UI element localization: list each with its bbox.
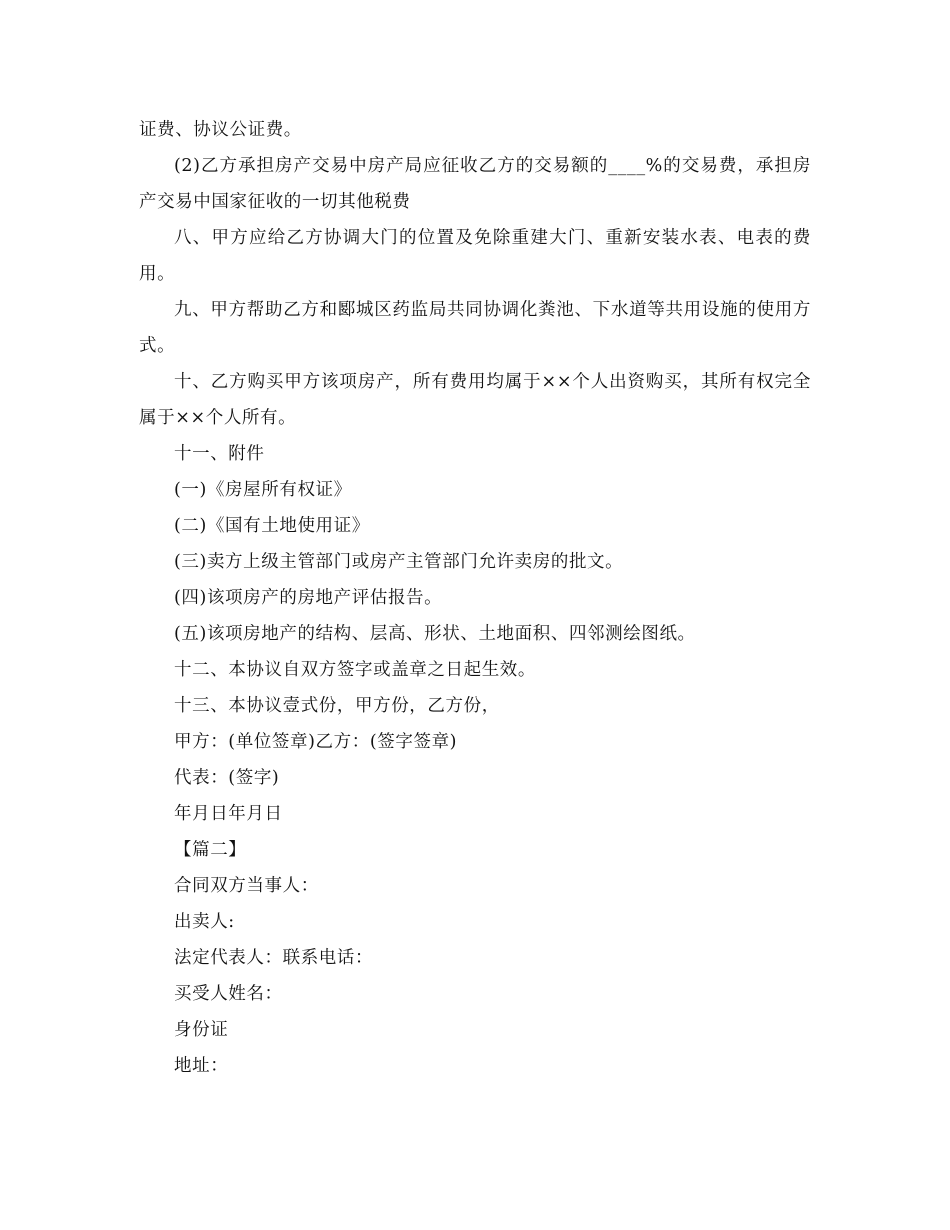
buyer-name-label: 买受人姓名：	[174, 984, 283, 1004]
attachment-2: (二)《国有土地使用证》	[174, 516, 370, 536]
attachment-3: (三)卖方上级主管部门或房产主管部门允许卖房的批文。	[174, 552, 624, 572]
attachment-4: (四)该项房产的房地产评估报告。	[174, 588, 443, 608]
paragraph-clause-10: 十、乙方购买甲方该项房产，所有费用均属于××个人出资购买，其所有权完全属于××个人所有。	[139, 372, 811, 428]
clause-13: 十三、本协议壹式份，甲方份，乙方份，	[174, 696, 500, 716]
clause-11-attachments: 十一、附件	[174, 444, 265, 464]
clause-12: 十二、本协议自双方签字或盖章之日起生效。	[174, 660, 536, 680]
paragraph-clause-8: 八、甲方应给乙方协调大门的位置及免除重建大门、重新安装水表、电表的费用。	[139, 228, 811, 284]
attachment-1: (一)《房屋所有权证》	[174, 480, 352, 500]
paragraph-transaction-fee: (2)乙方承担房产交易中房产局应征收乙方的交易额的____%的交易费，承担房产交易中国家征收的一切其他税费	[139, 156, 811, 212]
signature-line: 甲方：(单位签章)乙方：(签字签章)	[174, 732, 458, 752]
seller-label: 出卖人:	[174, 912, 235, 932]
section-heading-part-2: 【篇二】	[174, 840, 247, 860]
paragraph-clause-9: 九、甲方帮助乙方和郾城区药监局共同协调化粪池、下水道等共用设施的使用方式。	[139, 300, 811, 356]
id-card-label: 身份证	[174, 1020, 229, 1040]
legal-rep-phone-label: 法定代表人：联系电话：	[174, 948, 374, 968]
document-body	[139, 112, 811, 1084]
representative-line: 代表：(签字)	[174, 768, 280, 788]
address-label: 地址：	[174, 1056, 229, 1076]
contract-parties-label: 合同双方当事人：	[174, 876, 319, 896]
paragraph-fee-continuation: 证费、协议公证费。	[139, 120, 302, 140]
attachment-5: (五)该项房地产的结构、层高、形状、土地面积、四邻测绘图纸。	[174, 624, 696, 644]
date-line: 年月日年月日	[174, 804, 283, 824]
